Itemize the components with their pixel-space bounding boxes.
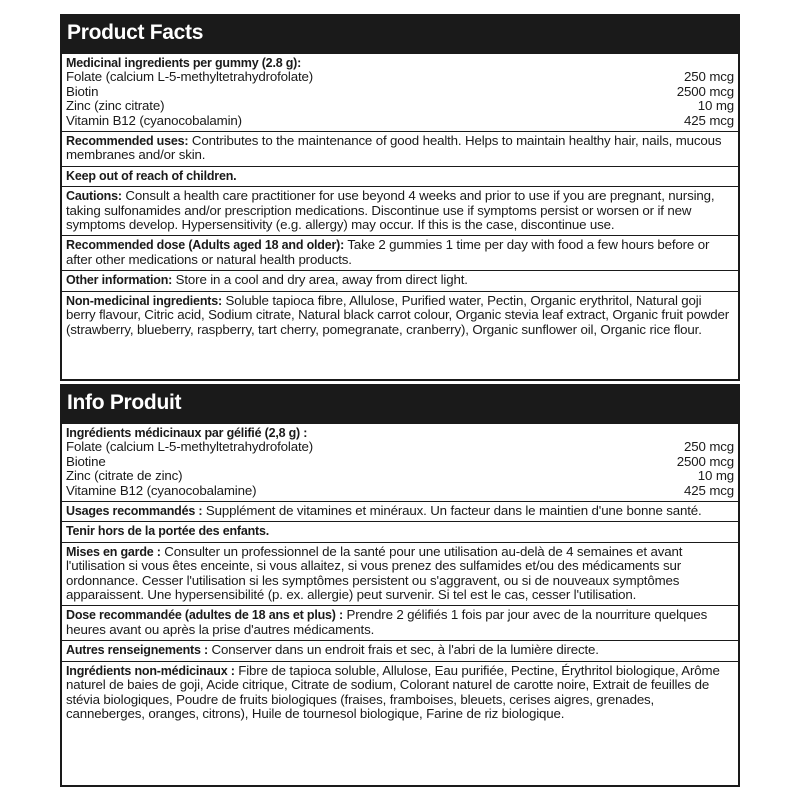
keep-out-warning: Keep out of reach of children. xyxy=(66,168,237,183)
medicinal-ingredients-label-fr: Ingrédients médicinaux par gélifié (2,8 g) : xyxy=(66,426,308,440)
keep-out-warning-fr: Tenir hors de la portée des enfants. xyxy=(66,524,270,539)
other-information-section xyxy=(62,271,738,291)
other-information-text-fr: Conserver dans un endroit frais et sec, à l'abri de la lumière directe. xyxy=(207,642,599,658)
recommended-dose-section xyxy=(62,236,738,271)
ingredient-row xyxy=(66,85,734,99)
recommended-dose-label-fr: Dose recommandée (adultes de 18 ans et plus) : xyxy=(66,608,344,623)
ingredient-name: Zinc (zinc citrate) xyxy=(66,98,165,114)
ingredient-amount: 250 mcg xyxy=(684,439,734,455)
ingredient-name: Vitamine B12 (cyanocobalamine) xyxy=(66,482,257,498)
recommended-uses-section xyxy=(62,132,738,167)
ingredient-name: Vitamin B12 (cyanocobalamin) xyxy=(66,112,242,128)
ingredient-row xyxy=(66,99,734,113)
ingredient-amount: 2500 mcg xyxy=(676,453,734,469)
non-medicinal-ingredients-text-fr: Fibre de tapioca soluble, Allulose, Eau purifiée, Pectine, Érythritol biologique, Arôme naturel de baies de goji, Acide citrique, Citrate de sodium, Colorant naturel de carotte noire, Extrait de feuilles de stévia biologiques, Poudre de fruits biologiques (fraises, framboises, bleuets, cerises aigres, grenades, canneberges, oranges, citrons), Huile de tournesol biologique, Farine de riz biologique. xyxy=(66,662,720,721)
ingredient-row xyxy=(66,114,734,128)
ingredient-name: Biotine xyxy=(66,453,106,469)
cautions-text-fr: Consulter un professionnel de la santé pour une utilisation au-delà de 4 semaines et avant l'utilisation si vous êtes enceinte, si vous allaitez, si vous prenez des sulfamides et/ou des médicaments sur ordonnance. Cesser l'utilisation si les symptômes persistent ou s'aggravent, ou si de nouveaux symptômes apparaissent. Une hypersensibilité (p. ex. allergie) peut survenir. Si tel est le cas, cesser l'utilisation. xyxy=(66,543,683,603)
other-information-section-fr xyxy=(62,641,738,661)
non-medicinal-ingredients-label-fr: Ingrédients non-médicinaux : xyxy=(66,663,235,678)
ingredient-row xyxy=(66,484,734,498)
keep-out-section-fr xyxy=(62,522,738,542)
ingredient-name: Zinc (citrate de zinc) xyxy=(66,468,183,484)
cautions-text: Consult a health care practitioner for use beyond 4 weeks and prior to use if you are pregnant, nursing, taking sulfonamides and/or prescription medications. Discontinue use if symptoms persist or worsen or if new symptoms develop. Hypersensitivity (e.g. allergy) may occur. If this is the case, discontinue use. xyxy=(66,188,715,233)
non-medicinal-ingredients-section-fr xyxy=(62,662,738,725)
recommended-uses-text-fr: Supplément de vitamines et minéraux. Un facteur dans le maintien d'une bonne santé. xyxy=(202,503,702,519)
medicinal-ingredients-section-fr xyxy=(62,424,738,502)
other-information-label-fr: Autres renseignements : xyxy=(66,643,208,658)
cautions-section-fr xyxy=(62,543,738,607)
recommended-uses-label-fr: Usages recommandés : xyxy=(66,504,203,519)
medicinal-ingredients-section xyxy=(62,54,738,132)
ingredient-row xyxy=(66,469,734,483)
recommended-dose-text: Take 2 gummies 1 time per day with food a few hours before or after other medications or natural health products. xyxy=(66,237,710,267)
cautions-label-fr: Mises en garde : xyxy=(66,544,161,559)
recommended-uses-label: Recommended uses: xyxy=(66,134,189,149)
ingredient-row xyxy=(66,440,734,454)
cautions-label: Cautions: xyxy=(66,189,122,204)
recommended-dose-section-fr xyxy=(62,606,738,641)
cautions-section xyxy=(62,187,738,236)
recommended-uses-text: Contributes to the maintenance of good health. Helps to maintain healthy hair, nails, mucous membranes and/or skin. xyxy=(66,133,722,163)
medicinal-ingredients-label: Medicinal ingredients per gummy (2.8 g): xyxy=(66,56,302,70)
ingredient-amount: 10 mg xyxy=(697,468,734,484)
ingredient-amount: 425 mcg xyxy=(684,482,734,498)
product-facts-panel xyxy=(60,14,740,381)
ingredient-name: Biotin xyxy=(66,83,99,99)
recommended-dose-label: Recommended dose (Adults aged 18 and older): xyxy=(66,238,345,253)
recommended-uses-section-fr xyxy=(62,502,738,522)
ingredient-row xyxy=(66,455,734,469)
ingredient-amount: 250 mcg xyxy=(684,69,734,85)
ingredient-name: Folate (calcium L-5-methyltetrahydrofolate) xyxy=(66,439,314,455)
info-produit-panel xyxy=(60,384,740,787)
non-medicinal-ingredients-text: Soluble tapioca fibre, Allulose, Purified water, Pectin, Organic erythritol, Natural goji berry flavour, Citric acid, Sodium citrate, Natural black carrot colour, Organic stevia leaf extract, Organic fruit powder (strawberry, blueberry, raspberry, tart cherry, pomegranate, cranberry), Organic sunflower oil, Organic rice flour. xyxy=(66,292,730,337)
other-information-label: Other information: xyxy=(66,273,173,288)
info-produit-title: Info Produit xyxy=(62,386,738,424)
non-medicinal-ingredients-label: Non-medicinal ingredients: xyxy=(66,293,222,308)
ingredient-amount: 2500 mcg xyxy=(676,83,734,99)
ingredient-name: Folate (calcium L-5-methyltetrahydrofolate) xyxy=(66,69,314,85)
product-facts-title: Product Facts xyxy=(62,16,738,54)
ingredient-amount: 10 mg xyxy=(697,98,734,114)
keep-out-section xyxy=(62,167,738,187)
ingredient-row xyxy=(66,70,734,84)
recommended-dose-text-fr: Prendre 2 gélifiés 1 fois par jour avec de la nourriture quelques heures avant ou après la prise d'autres médicaments. xyxy=(66,607,708,637)
ingredient-amount: 425 mcg xyxy=(684,112,734,128)
non-medicinal-ingredients-section xyxy=(62,292,738,340)
other-information-text: Store in a cool and dry area, away from direct light. xyxy=(172,272,468,288)
